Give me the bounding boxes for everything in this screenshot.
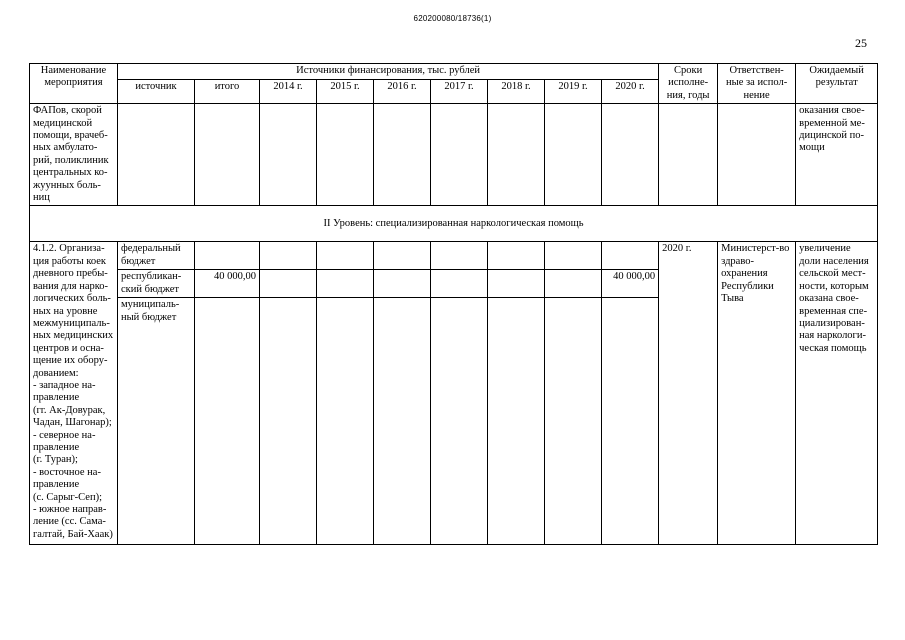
- header-deadline: Сроки исполне-ния, годы: [659, 64, 718, 104]
- cell: [545, 242, 602, 270]
- program-table: [29, 63, 878, 545]
- cell: [488, 298, 545, 545]
- cell: [431, 270, 488, 298]
- cell: [374, 298, 431, 545]
- source-municipal: муниципаль-ный бюджет: [118, 298, 195, 545]
- header-year-2015: 2015 г.: [317, 79, 374, 104]
- cell: [431, 298, 488, 545]
- cell: [374, 242, 431, 270]
- continued-result: оказания свое-временной ме-дицинской по-мощи: [796, 104, 878, 206]
- cell: [718, 104, 796, 206]
- header-total: итого: [195, 79, 260, 104]
- header-financing: Источники финансирования, тыс. рублей: [118, 64, 659, 80]
- cell: [545, 104, 602, 206]
- item-name: 4.1.2. Организа-ция работы коек дневного пребы-вания для нарко-логических боль-ных на уровне межмуниципаль-ных медицинских центров и осна-щение их обору-дованием: - западное на-правление (гг. Ак-Довурак, Чадан, Шагонар); - северное на-правление (г. Туран); - восточное на-правление (с. Сарыг-Сеп); - южное направ-ление (сс. Сама-галтай, Бай-Хаак): [30, 242, 118, 545]
- cell: [602, 104, 659, 206]
- cell: [317, 104, 374, 206]
- item-row-federal: [30, 242, 878, 270]
- header-name: Наименование мероприятия: [30, 64, 118, 104]
- header-year-2020: 2020 г.: [602, 79, 659, 104]
- header-source: источник: [118, 79, 195, 104]
- header-year-2018: 2018 г.: [488, 79, 545, 104]
- cell: [659, 104, 718, 206]
- cell: [317, 270, 374, 298]
- total-municipal: [195, 298, 260, 545]
- header-year-2016: 2016 г.: [374, 79, 431, 104]
- continued-row: [30, 104, 878, 206]
- source-federal: федеральный бюджет: [118, 242, 195, 270]
- item-result: увеличение доли населения сельской мест-ности, которым оказана свое-временная спе-циализирован-ная наркологи-ческая помощь: [796, 242, 878, 545]
- header-year-2019: 2019 г.: [545, 79, 602, 104]
- page-number: 25: [855, 36, 867, 50]
- header-year-2017: 2017 г.: [431, 79, 488, 104]
- cell: [431, 104, 488, 206]
- total-republican: 40 000,00: [195, 270, 260, 298]
- cell: [195, 104, 260, 206]
- y2020-municipal: [602, 298, 659, 545]
- header-responsible: Ответствен-ные за испол-нение: [718, 64, 796, 104]
- cell: [260, 242, 317, 270]
- level-title: II Уровень: специализированная наркологическая помощь: [30, 206, 878, 242]
- cell: [260, 104, 317, 206]
- cell: [118, 104, 195, 206]
- document-number: 620200080/18736(1): [413, 14, 492, 23]
- cell: [374, 270, 431, 298]
- y2020-republican: 40 000,00: [602, 270, 659, 298]
- item-deadline: 2020 г.: [659, 242, 718, 545]
- cell: [374, 104, 431, 206]
- cell: [317, 242, 374, 270]
- cell: [317, 298, 374, 545]
- cell: [431, 242, 488, 270]
- cell: [488, 104, 545, 206]
- header-year-2014: 2014 г.: [260, 79, 317, 104]
- cell: [260, 270, 317, 298]
- header-row-1: [30, 64, 878, 80]
- y2020-federal: [602, 242, 659, 270]
- header-result: Ожидаемый результат: [796, 64, 878, 104]
- cell: [488, 270, 545, 298]
- item-responsible: Министерст-во здраво-охранения Республики Тыва: [718, 242, 796, 545]
- cell: [488, 242, 545, 270]
- total-federal: [195, 242, 260, 270]
- cell: [260, 298, 317, 545]
- cell: [545, 298, 602, 545]
- continued-name: ФАПов, скорой медицинской помощи, врачеб-ных амбулато-рий, поликлиник центральных ко-жуунных боль-ниц: [30, 104, 118, 206]
- source-republican: республикан-ский бюджет: [118, 270, 195, 298]
- cell: [545, 270, 602, 298]
- level-row: [30, 206, 878, 242]
